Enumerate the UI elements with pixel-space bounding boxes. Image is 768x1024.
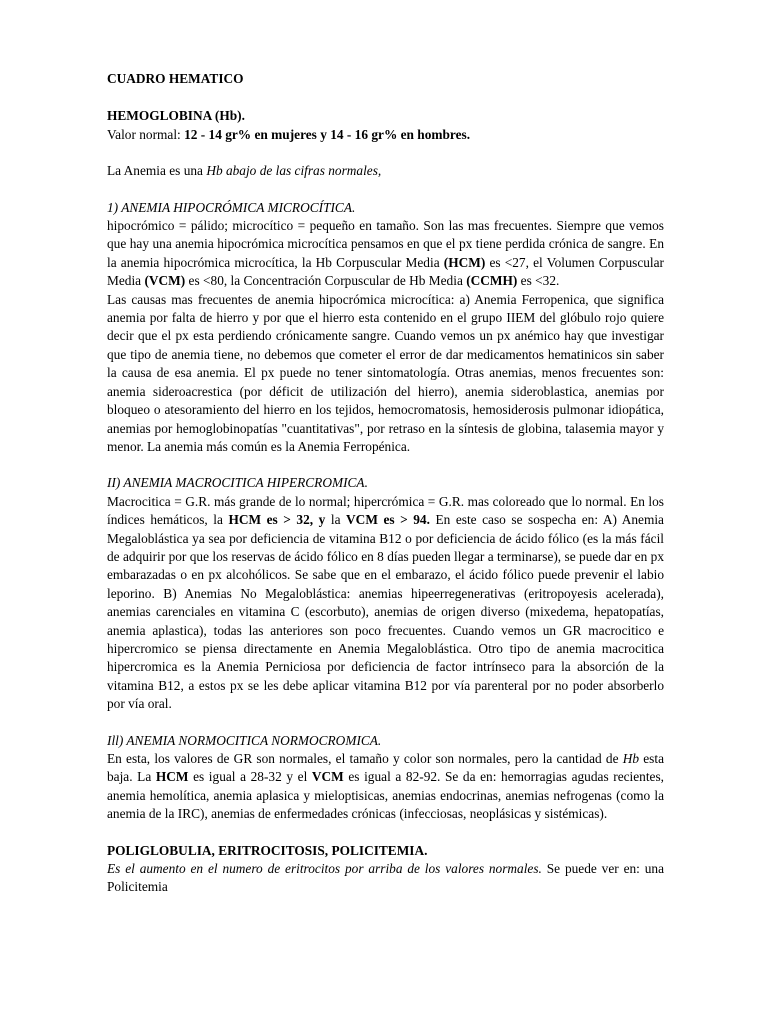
text-run: esta baja. La — [107, 751, 664, 785]
text-run: es igual a 82-92. Se da en: hemorragias agudas recientes, anemia hemolítica, anemia aplasica y mieloptisicas, anemias endocrinas, anemias nefrogenas (como la anemia de la IRC), anemias de enfermedades crónicas (infecciosas, neoplásicas y sistémicas). — [107, 769, 665, 822]
vcm-term: (VCM) — [144, 273, 186, 289]
text-run: Macrocitica = G.R. más grande de lo normal; hipercrómica = G.R. mas coloreado que lo normal. En los índices hemáticos, la — [107, 493, 664, 528]
text-run: En esta, los valores de GR son normales, el tamaño y color son normales, pero la cantidad de — [107, 751, 623, 766]
section-3-paragraph — [107, 750, 664, 824]
text-run: hipocrómico = pálido; microcítico = pequeño en tamaño. Son las mas frecuentes. Siempre que vemos que hay una anemia hipocrómica microcítica pensamos en que el px tiene perdida crónica de sangre. En la anemia hipocrómica microcítica, la Hb Corpuscular Media — [107, 218, 664, 270]
section-4-heading: POLIGLOBULIA, ERITROCITOSIS, POLICITEMIA. — [107, 842, 428, 858]
section-2-heading: II) ANEMIA MACROCITICA HIPERCROMICA. — [107, 475, 368, 491]
text-run: Se puede ver en: una Policitemia — [107, 861, 664, 895]
hcm-term: (HCM) — [443, 254, 486, 270]
section-2-paragraph — [107, 493, 664, 714]
text-run: la — [325, 512, 347, 528]
section-3-heading: Ill) ANEMIA NORMOCITICA NORMOCROMICA. — [107, 732, 382, 748]
section-1-paragraph-1 — [107, 217, 664, 291]
text-run: es <27, el Volumen Corpuscular Media — [107, 254, 664, 289]
section-4-paragraph — [107, 860, 664, 897]
vcm-term: VCM — [311, 769, 344, 785]
text-run: es <32. — [517, 273, 560, 289]
text-run: En este caso se sospecha en: A) Anemia Megaloblástica ya sea por deficiencia de vitamina B12 o por deficiencia de ácido fólico (es la más fácil de adquirir por que los reservas de ácido fólico en 8 días pueden llegar a terminarse), se puede dar en px embarazadas o en px alcohólicos. Se sabe que en el embarazo, el ácido fólico puede prevenir el labio leporino. B) Anemias No Megaloblástica: anemias hipeerregenerativas (eritropoyesis acelerada), anemias carenciales en vitamina C (escorbuto), anemias de origen diverso (mixedema, hepatopatías, anemia aplastica), todas las anteriores son poco frecuentes. Cuando vemos un GR macrocitico e hipercromico se piensa directamente en Anemia Megaloblástica. Otro tipo de anemia macrocitica hipercromica es la Anemia Perniciosa por deficiencia de factor intrínseco para la absorción de la vitamina B12, a estos px se les debe aplicar vitamina B12 por vía parenteral por no poder absorberlo por vía oral. — [107, 512, 664, 712]
text-run: es <80, la Concentración Corpuscular de Hb Media — [185, 273, 467, 289]
anemia-definition-text: La Anemia es una — [107, 163, 207, 179]
hcm-term: HCM — [155, 769, 189, 785]
document-body — [107, 70, 664, 897]
hb-term: Hb — [622, 751, 640, 766]
valor-normal-line — [107, 126, 664, 144]
valor-normal-value: 12 - 14 gr% en mujeres y 14 - 16 gr% en hombres. — [184, 126, 471, 142]
text-run: es igual a 28-32 y el — [188, 769, 312, 785]
section-1-heading: 1) ANEMIA HIPOCRÓMICA MICROCÍTICA. — [107, 199, 356, 215]
hcm-term: HCM es > 32, y — [228, 512, 326, 528]
document-title: CUADRO HEMATICO — [107, 71, 244, 86]
vcm-term: VCM es > 94. — [346, 512, 430, 528]
anemia-definition — [107, 162, 664, 180]
ccmh-term: (CCMH) — [466, 273, 518, 289]
definition-italic: Es el aumento en el numero de eritrocitos por arriba de los valores normales. — [107, 861, 542, 877]
anemia-definition-italic: Hb abajo de las cifras normales, — [206, 163, 382, 179]
hemoglobina-heading: HEMOGLOBINA (Hb). — [107, 108, 245, 124]
valor-normal-label: Valor normal: — [107, 126, 185, 142]
section-1-paragraph-2: Las causas mas frecuentes de anemia hipocrómica microcítica: a) Anemia Ferropenica, que significa anemia por falta de hierro y por que el hierro esta contenido en el grupo IIEM del glóbulo rojo quiere decir que el px esta perdiendo crónicamente sangre. Cuando vemos un px anémico hay que investigar que tipo de anemia tiene, no debemos que cometer el error de dar medicamentos hematinicos sin saber la causa de esa anemia. El px puede no tener sintomatología. Otras anemias, menos frecuentes son: anemia sideroacrestica (por déficit de utilización del hierro), anemia sideroblastica, anemias por bloqueo o atesoramiento del hierro en los tejidos, hemocromatosis, hemosiderosis pulmonar idiopática, anemias por hemoglobinopatías "cuantitativas", por retraso en la síntesis de globina, talasemia mayor y menor. La anemia más común es la Anemia Ferropénica. — [107, 291, 664, 454]
